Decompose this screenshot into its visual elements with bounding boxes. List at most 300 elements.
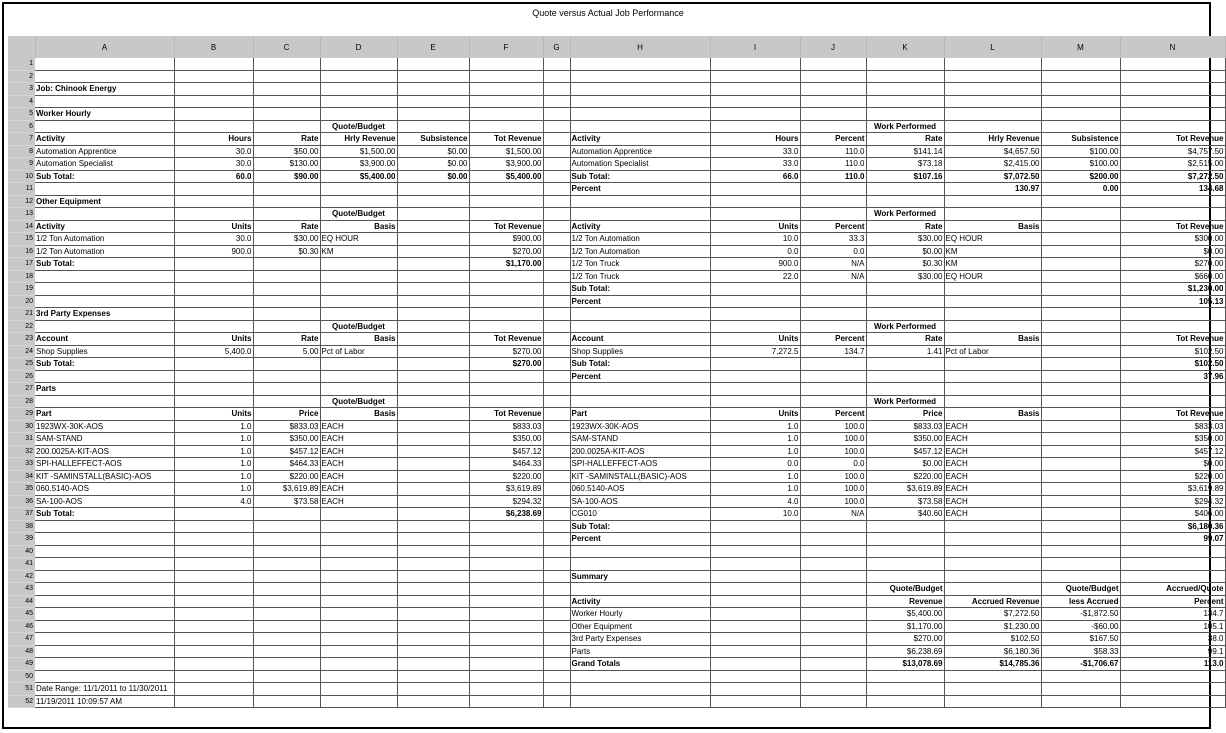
cell-k28[interactable]: Work Performed bbox=[866, 395, 944, 408]
row-number[interactable]: 2 bbox=[8, 70, 35, 83]
cell-j6[interactable] bbox=[800, 120, 866, 133]
cell-d22[interactable]: Quote/Budget bbox=[320, 320, 397, 333]
cell-j37[interactable]: N/A bbox=[800, 508, 866, 521]
cell-k39[interactable] bbox=[866, 533, 944, 546]
cell-h13[interactable] bbox=[570, 208, 710, 221]
cell-g25[interactable] bbox=[543, 358, 570, 371]
cell-e40[interactable] bbox=[397, 545, 469, 558]
row-number[interactable]: 50 bbox=[8, 670, 35, 683]
cell-a5[interactable]: Worker Hourly bbox=[35, 108, 174, 121]
cell-k47[interactable]: $270.00 bbox=[866, 633, 944, 646]
cell-k43[interactable]: Quote/Budget bbox=[866, 583, 944, 596]
cell-c4[interactable] bbox=[253, 95, 320, 108]
cell-a10[interactable]: Sub Total: bbox=[35, 170, 174, 183]
cell-e1[interactable] bbox=[397, 58, 469, 70]
cell-k31[interactable]: $350.00 bbox=[866, 433, 944, 446]
cell-b5[interactable] bbox=[174, 108, 253, 121]
cell-m48[interactable]: $58.33 bbox=[1041, 645, 1120, 658]
cell-k50[interactable] bbox=[866, 670, 944, 683]
cell-c36[interactable]: $73.58 bbox=[253, 495, 320, 508]
cell-i31[interactable]: 1.0 bbox=[710, 433, 800, 446]
cell-d43[interactable] bbox=[320, 583, 397, 596]
cell-d4[interactable] bbox=[320, 95, 397, 108]
cell-j13[interactable] bbox=[800, 208, 866, 221]
cell-f46[interactable] bbox=[469, 620, 543, 633]
cell-m10[interactable]: $200.00 bbox=[1041, 170, 1120, 183]
cell-f49[interactable] bbox=[469, 658, 543, 671]
cell-b36[interactable]: 4.0 bbox=[174, 495, 253, 508]
row-number[interactable]: 30 bbox=[8, 420, 35, 433]
cell-c12[interactable] bbox=[253, 195, 320, 208]
cell-b21[interactable] bbox=[174, 308, 253, 321]
cell-h9[interactable]: Automation Specialist bbox=[570, 158, 710, 171]
cell-k25[interactable] bbox=[866, 358, 944, 371]
cell-c44[interactable] bbox=[253, 595, 320, 608]
cell-i20[interactable] bbox=[710, 295, 800, 308]
cell-m40[interactable] bbox=[1041, 545, 1120, 558]
cell-k5[interactable] bbox=[866, 108, 944, 121]
cell-j19[interactable] bbox=[800, 283, 866, 296]
cell-g20[interactable] bbox=[543, 295, 570, 308]
cell-a28[interactable] bbox=[35, 395, 174, 408]
cell-a9[interactable]: Automation Specialist bbox=[35, 158, 174, 171]
cell-f32[interactable]: $457.12 bbox=[469, 445, 543, 458]
column-header-n[interactable]: N bbox=[1120, 36, 1225, 58]
cell-d21[interactable] bbox=[320, 308, 397, 321]
row-number[interactable]: 24 bbox=[8, 345, 35, 358]
cell-m31[interactable] bbox=[1041, 433, 1120, 446]
cell-e13[interactable] bbox=[397, 208, 469, 221]
cell-j36[interactable]: 100.0 bbox=[800, 495, 866, 508]
cell-n27[interactable] bbox=[1120, 383, 1225, 396]
cell-d32[interactable]: EACH bbox=[320, 445, 397, 458]
cell-g9[interactable] bbox=[543, 158, 570, 171]
cell-d40[interactable] bbox=[320, 545, 397, 558]
cell-e49[interactable] bbox=[397, 658, 469, 671]
cell-l31[interactable]: EACH bbox=[944, 433, 1041, 446]
row-number[interactable]: 21 bbox=[8, 308, 35, 321]
cell-i16[interactable]: 0.0 bbox=[710, 245, 800, 258]
cell-k41[interactable] bbox=[866, 558, 944, 571]
cell-m32[interactable] bbox=[1041, 445, 1120, 458]
cell-d39[interactable] bbox=[320, 533, 397, 546]
row-number[interactable]: 34 bbox=[8, 470, 35, 483]
cell-d31[interactable]: EACH bbox=[320, 433, 397, 446]
cell-b12[interactable] bbox=[174, 195, 253, 208]
cell-h19[interactable]: Sub Total: bbox=[570, 283, 710, 296]
cell-h52[interactable] bbox=[570, 695, 710, 708]
cell-f31[interactable]: $350.00 bbox=[469, 433, 543, 446]
cell-n6[interactable] bbox=[1120, 120, 1225, 133]
cell-m47[interactable]: $167.50 bbox=[1041, 633, 1120, 646]
cell-n39[interactable]: 99.07 bbox=[1120, 533, 1225, 546]
cell-l14[interactable]: Basis bbox=[944, 220, 1041, 233]
cell-i22[interactable] bbox=[710, 320, 800, 333]
cell-g52[interactable] bbox=[543, 695, 570, 708]
cell-d1[interactable] bbox=[320, 58, 397, 70]
cell-k6[interactable]: Work Performed bbox=[866, 120, 944, 133]
cell-i26[interactable] bbox=[710, 370, 800, 383]
cell-a41[interactable] bbox=[35, 558, 174, 571]
cell-f43[interactable] bbox=[469, 583, 543, 596]
cell-f52[interactable] bbox=[469, 695, 543, 708]
cell-b15[interactable]: 30.0 bbox=[174, 233, 253, 246]
cell-l49[interactable]: $14,785.36 bbox=[944, 658, 1041, 671]
cell-f42[interactable] bbox=[469, 570, 543, 583]
cell-b27[interactable] bbox=[174, 383, 253, 396]
cell-n34[interactable]: $220.00 bbox=[1120, 470, 1225, 483]
cell-h1[interactable] bbox=[570, 58, 710, 70]
row-number[interactable]: 31 bbox=[8, 433, 35, 446]
cell-m15[interactable] bbox=[1041, 233, 1120, 246]
cell-d18[interactable] bbox=[320, 270, 397, 283]
cell-j22[interactable] bbox=[800, 320, 866, 333]
cell-k48[interactable]: $6,238.69 bbox=[866, 645, 944, 658]
cell-a21[interactable]: 3rd Party Expenses bbox=[35, 308, 174, 321]
cell-h21[interactable] bbox=[570, 308, 710, 321]
cell-j46[interactable] bbox=[800, 620, 866, 633]
cell-n24[interactable]: $102.50 bbox=[1120, 345, 1225, 358]
cell-k30[interactable]: $833.03 bbox=[866, 420, 944, 433]
cell-g45[interactable] bbox=[543, 608, 570, 621]
cell-g31[interactable] bbox=[543, 433, 570, 446]
cell-a17[interactable]: Sub Total: bbox=[35, 258, 174, 271]
cell-h41[interactable] bbox=[570, 558, 710, 571]
cell-d49[interactable] bbox=[320, 658, 397, 671]
cell-f7[interactable]: Tot Revenue bbox=[469, 133, 543, 146]
cell-d28[interactable]: Quote/Budget bbox=[320, 395, 397, 408]
cell-m29[interactable] bbox=[1041, 408, 1120, 421]
cell-f14[interactable]: Tot Revenue bbox=[469, 220, 543, 233]
cell-i38[interactable] bbox=[710, 520, 800, 533]
cell-m33[interactable] bbox=[1041, 458, 1120, 471]
cell-g2[interactable] bbox=[543, 70, 570, 83]
cell-e37[interactable] bbox=[397, 508, 469, 521]
cell-j3[interactable] bbox=[800, 83, 866, 96]
cell-j40[interactable] bbox=[800, 545, 866, 558]
cell-c11[interactable] bbox=[253, 183, 320, 196]
cell-j43[interactable] bbox=[800, 583, 866, 596]
cell-j7[interactable]: Percent bbox=[800, 133, 866, 146]
cell-h8[interactable]: Automation Apprentice bbox=[570, 145, 710, 158]
cell-i19[interactable] bbox=[710, 283, 800, 296]
row-number[interactable]: 14 bbox=[8, 220, 35, 233]
row-number[interactable]: 19 bbox=[8, 283, 35, 296]
cell-h28[interactable] bbox=[570, 395, 710, 408]
cell-i18[interactable]: 22.0 bbox=[710, 270, 800, 283]
cell-j15[interactable]: 33.3 bbox=[800, 233, 866, 246]
cell-h38[interactable]: Sub Total: bbox=[570, 520, 710, 533]
cell-l9[interactable]: $2,415.00 bbox=[944, 158, 1041, 171]
cell-j33[interactable]: 0.0 bbox=[800, 458, 866, 471]
cell-c51[interactable] bbox=[253, 683, 320, 696]
cell-c50[interactable] bbox=[253, 670, 320, 683]
cell-b6[interactable] bbox=[174, 120, 253, 133]
cell-f19[interactable] bbox=[469, 283, 543, 296]
cell-h32[interactable]: 200.0025A-KIT-AOS bbox=[570, 445, 710, 458]
cell-i39[interactable] bbox=[710, 533, 800, 546]
cell-g32[interactable] bbox=[543, 445, 570, 458]
cell-c23[interactable]: Rate bbox=[253, 333, 320, 346]
cell-f38[interactable] bbox=[469, 520, 543, 533]
cell-c34[interactable]: $220.00 bbox=[253, 470, 320, 483]
cell-c27[interactable] bbox=[253, 383, 320, 396]
cell-d47[interactable] bbox=[320, 633, 397, 646]
cell-c17[interactable] bbox=[253, 258, 320, 271]
cell-k23[interactable]: Rate bbox=[866, 333, 944, 346]
row-number[interactable]: 3 bbox=[8, 83, 35, 96]
row-number[interactable]: 6 bbox=[8, 120, 35, 133]
cell-i50[interactable] bbox=[710, 670, 800, 683]
cell-l44[interactable]: Accrued Revenue bbox=[944, 595, 1041, 608]
cell-g30[interactable] bbox=[543, 420, 570, 433]
cell-n45[interactable]: 134.7 bbox=[1120, 608, 1225, 621]
row-number[interactable]: 36 bbox=[8, 495, 35, 508]
row-number[interactable]: 16 bbox=[8, 245, 35, 258]
cell-j51[interactable] bbox=[800, 683, 866, 696]
cell-j25[interactable] bbox=[800, 358, 866, 371]
cell-j8[interactable]: 110.0 bbox=[800, 145, 866, 158]
cell-k14[interactable]: Rate bbox=[866, 220, 944, 233]
cell-k35[interactable]: $3,619.89 bbox=[866, 483, 944, 496]
cell-i37[interactable]: 10.0 bbox=[710, 508, 800, 521]
row-number[interactable]: 51 bbox=[8, 683, 35, 696]
cell-i5[interactable] bbox=[710, 108, 800, 121]
cell-k13[interactable]: Work Performed bbox=[866, 208, 944, 221]
cell-f24[interactable]: $270.00 bbox=[469, 345, 543, 358]
cell-m37[interactable] bbox=[1041, 508, 1120, 521]
cell-l38[interactable] bbox=[944, 520, 1041, 533]
cell-f39[interactable] bbox=[469, 533, 543, 546]
cell-f35[interactable]: $3,619.89 bbox=[469, 483, 543, 496]
cell-k45[interactable]: $5,400.00 bbox=[866, 608, 944, 621]
column-header-k[interactable]: K bbox=[866, 36, 944, 58]
cell-n29[interactable]: Tot Revenue bbox=[1120, 408, 1225, 421]
cell-a46[interactable] bbox=[35, 620, 174, 633]
cell-n11[interactable]: 134.68 bbox=[1120, 183, 1225, 196]
cell-l5[interactable] bbox=[944, 108, 1041, 121]
cell-d34[interactable]: EACH bbox=[320, 470, 397, 483]
cell-d38[interactable] bbox=[320, 520, 397, 533]
cell-k29[interactable]: Price bbox=[866, 408, 944, 421]
cell-m39[interactable] bbox=[1041, 533, 1120, 546]
cell-i23[interactable]: Units bbox=[710, 333, 800, 346]
cell-m16[interactable] bbox=[1041, 245, 1120, 258]
cell-l20[interactable] bbox=[944, 295, 1041, 308]
cell-n10[interactable]: $7,272.50 bbox=[1120, 170, 1225, 183]
cell-m18[interactable] bbox=[1041, 270, 1120, 283]
cell-l43[interactable] bbox=[944, 583, 1041, 596]
cell-g46[interactable] bbox=[543, 620, 570, 633]
cell-j38[interactable] bbox=[800, 520, 866, 533]
cell-b35[interactable]: 1.0 bbox=[174, 483, 253, 496]
cell-e47[interactable] bbox=[397, 633, 469, 646]
cell-l29[interactable]: Basis bbox=[944, 408, 1041, 421]
column-header-c[interactable]: C bbox=[253, 36, 320, 58]
cell-c52[interactable] bbox=[253, 695, 320, 708]
cell-k20[interactable] bbox=[866, 295, 944, 308]
cell-h5[interactable] bbox=[570, 108, 710, 121]
cell-b31[interactable]: 1.0 bbox=[174, 433, 253, 446]
cell-i1[interactable] bbox=[710, 58, 800, 70]
cell-k12[interactable] bbox=[866, 195, 944, 208]
cell-b39[interactable] bbox=[174, 533, 253, 546]
cell-h14[interactable]: Activity bbox=[570, 220, 710, 233]
cell-a49[interactable] bbox=[35, 658, 174, 671]
cell-j29[interactable]: Percent bbox=[800, 408, 866, 421]
cell-g12[interactable] bbox=[543, 195, 570, 208]
cell-e19[interactable] bbox=[397, 283, 469, 296]
cell-n1[interactable] bbox=[1120, 58, 1225, 70]
cell-i27[interactable] bbox=[710, 383, 800, 396]
cell-k51[interactable] bbox=[866, 683, 944, 696]
cell-n15[interactable]: $300.00 bbox=[1120, 233, 1225, 246]
column-header-b[interactable]: B bbox=[174, 36, 253, 58]
cell-n47[interactable]: 38.0 bbox=[1120, 633, 1225, 646]
cell-a4[interactable] bbox=[35, 95, 174, 108]
cell-d5[interactable] bbox=[320, 108, 397, 121]
cell-b3[interactable] bbox=[174, 83, 253, 96]
cell-m5[interactable] bbox=[1041, 108, 1120, 121]
cell-d12[interactable] bbox=[320, 195, 397, 208]
cell-n7[interactable]: Tot Revenue bbox=[1120, 133, 1225, 146]
cell-l35[interactable]: EACH bbox=[944, 483, 1041, 496]
row-number[interactable]: 8 bbox=[8, 145, 35, 158]
cell-e22[interactable] bbox=[397, 320, 469, 333]
cell-f8[interactable]: $1,500.00 bbox=[469, 145, 543, 158]
cell-e35[interactable] bbox=[397, 483, 469, 496]
cell-c3[interactable] bbox=[253, 83, 320, 96]
cell-m36[interactable] bbox=[1041, 495, 1120, 508]
cell-f37[interactable]: $6,238.69 bbox=[469, 508, 543, 521]
row-number[interactable]: 44 bbox=[8, 595, 35, 608]
cell-n52[interactable] bbox=[1120, 695, 1225, 708]
cell-j42[interactable] bbox=[800, 570, 866, 583]
cell-f11[interactable] bbox=[469, 183, 543, 196]
cell-n19[interactable]: $1,230.00 bbox=[1120, 283, 1225, 296]
cell-m50[interactable] bbox=[1041, 670, 1120, 683]
cell-l6[interactable] bbox=[944, 120, 1041, 133]
cell-c18[interactable] bbox=[253, 270, 320, 283]
cell-j47[interactable] bbox=[800, 633, 866, 646]
cell-l48[interactable]: $6,180.36 bbox=[944, 645, 1041, 658]
cell-l1[interactable] bbox=[944, 58, 1041, 70]
cell-j11[interactable] bbox=[800, 183, 866, 196]
cell-c13[interactable] bbox=[253, 208, 320, 221]
cell-i35[interactable]: 1.0 bbox=[710, 483, 800, 496]
cell-f20[interactable] bbox=[469, 295, 543, 308]
cell-a31[interactable]: SAM-STAND bbox=[35, 433, 174, 446]
cell-g39[interactable] bbox=[543, 533, 570, 546]
cell-d25[interactable] bbox=[320, 358, 397, 371]
cell-m6[interactable] bbox=[1041, 120, 1120, 133]
cell-m8[interactable]: $100.00 bbox=[1041, 145, 1120, 158]
cell-i44[interactable] bbox=[710, 595, 800, 608]
cell-a36[interactable]: SA-100-AOS bbox=[35, 495, 174, 508]
cell-k4[interactable] bbox=[866, 95, 944, 108]
cell-l25[interactable] bbox=[944, 358, 1041, 371]
cell-h18[interactable]: 1/2 Ton Truck bbox=[570, 270, 710, 283]
row-number[interactable]: 10 bbox=[8, 170, 35, 183]
column-header-m[interactable]: M bbox=[1041, 36, 1120, 58]
cell-f51[interactable] bbox=[469, 683, 543, 696]
cell-c33[interactable]: $464.33 bbox=[253, 458, 320, 471]
cell-c40[interactable] bbox=[253, 545, 320, 558]
cell-g3[interactable] bbox=[543, 83, 570, 96]
cell-n21[interactable] bbox=[1120, 308, 1225, 321]
cell-j10[interactable]: 110.0 bbox=[800, 170, 866, 183]
cell-l52[interactable] bbox=[944, 695, 1041, 708]
cell-l17[interactable]: KM bbox=[944, 258, 1041, 271]
cell-c25[interactable] bbox=[253, 358, 320, 371]
row-number[interactable]: 12 bbox=[8, 195, 35, 208]
cell-d45[interactable] bbox=[320, 608, 397, 621]
cell-l21[interactable] bbox=[944, 308, 1041, 321]
cell-d7[interactable]: Hrly Revenue bbox=[320, 133, 397, 146]
column-header-e[interactable]: E bbox=[397, 36, 469, 58]
cell-f18[interactable] bbox=[469, 270, 543, 283]
cell-k21[interactable] bbox=[866, 308, 944, 321]
cell-g18[interactable] bbox=[543, 270, 570, 283]
cell-h3[interactable] bbox=[570, 83, 710, 96]
cell-b37[interactable] bbox=[174, 508, 253, 521]
cell-m17[interactable] bbox=[1041, 258, 1120, 271]
cell-b52[interactable] bbox=[174, 695, 253, 708]
cell-i17[interactable]: 900.0 bbox=[710, 258, 800, 271]
cell-a39[interactable] bbox=[35, 533, 174, 546]
cell-k18[interactable]: $30.00 bbox=[866, 270, 944, 283]
cell-h47[interactable]: 3rd Party Expenses bbox=[570, 633, 710, 646]
cell-d35[interactable]: EACH bbox=[320, 483, 397, 496]
cell-h31[interactable]: SAM-STAND bbox=[570, 433, 710, 446]
cell-k42[interactable] bbox=[866, 570, 944, 583]
cell-e41[interactable] bbox=[397, 558, 469, 571]
cell-j26[interactable] bbox=[800, 370, 866, 383]
row-number[interactable]: 41 bbox=[8, 558, 35, 571]
cell-m26[interactable] bbox=[1041, 370, 1120, 383]
row-number[interactable]: 17 bbox=[8, 258, 35, 271]
cell-m11[interactable]: 0.00 bbox=[1041, 183, 1120, 196]
cell-m38[interactable] bbox=[1041, 520, 1120, 533]
cell-h46[interactable]: Other Equipment bbox=[570, 620, 710, 633]
cell-f30[interactable]: $833.03 bbox=[469, 420, 543, 433]
cell-l15[interactable]: EQ HOUR bbox=[944, 233, 1041, 246]
cell-m35[interactable] bbox=[1041, 483, 1120, 496]
cell-g34[interactable] bbox=[543, 470, 570, 483]
row-number[interactable]: 28 bbox=[8, 395, 35, 408]
cell-l22[interactable] bbox=[944, 320, 1041, 333]
cell-b38[interactable] bbox=[174, 520, 253, 533]
cell-l30[interactable]: EACH bbox=[944, 420, 1041, 433]
cell-g10[interactable] bbox=[543, 170, 570, 183]
cell-g42[interactable] bbox=[543, 570, 570, 583]
cell-f44[interactable] bbox=[469, 595, 543, 608]
cell-e28[interactable] bbox=[397, 395, 469, 408]
cell-n12[interactable] bbox=[1120, 195, 1225, 208]
cell-c1[interactable] bbox=[253, 58, 320, 70]
cell-j48[interactable] bbox=[800, 645, 866, 658]
cell-d52[interactable] bbox=[320, 695, 397, 708]
cell-b41[interactable] bbox=[174, 558, 253, 571]
row-number[interactable]: 7 bbox=[8, 133, 35, 146]
cell-c45[interactable] bbox=[253, 608, 320, 621]
cell-i51[interactable] bbox=[710, 683, 800, 696]
cell-j16[interactable]: 0.0 bbox=[800, 245, 866, 258]
cell-c35[interactable]: $3,619.89 bbox=[253, 483, 320, 496]
cell-b26[interactable] bbox=[174, 370, 253, 383]
row-number[interactable]: 43 bbox=[8, 583, 35, 596]
cell-b14[interactable]: Units bbox=[174, 220, 253, 233]
